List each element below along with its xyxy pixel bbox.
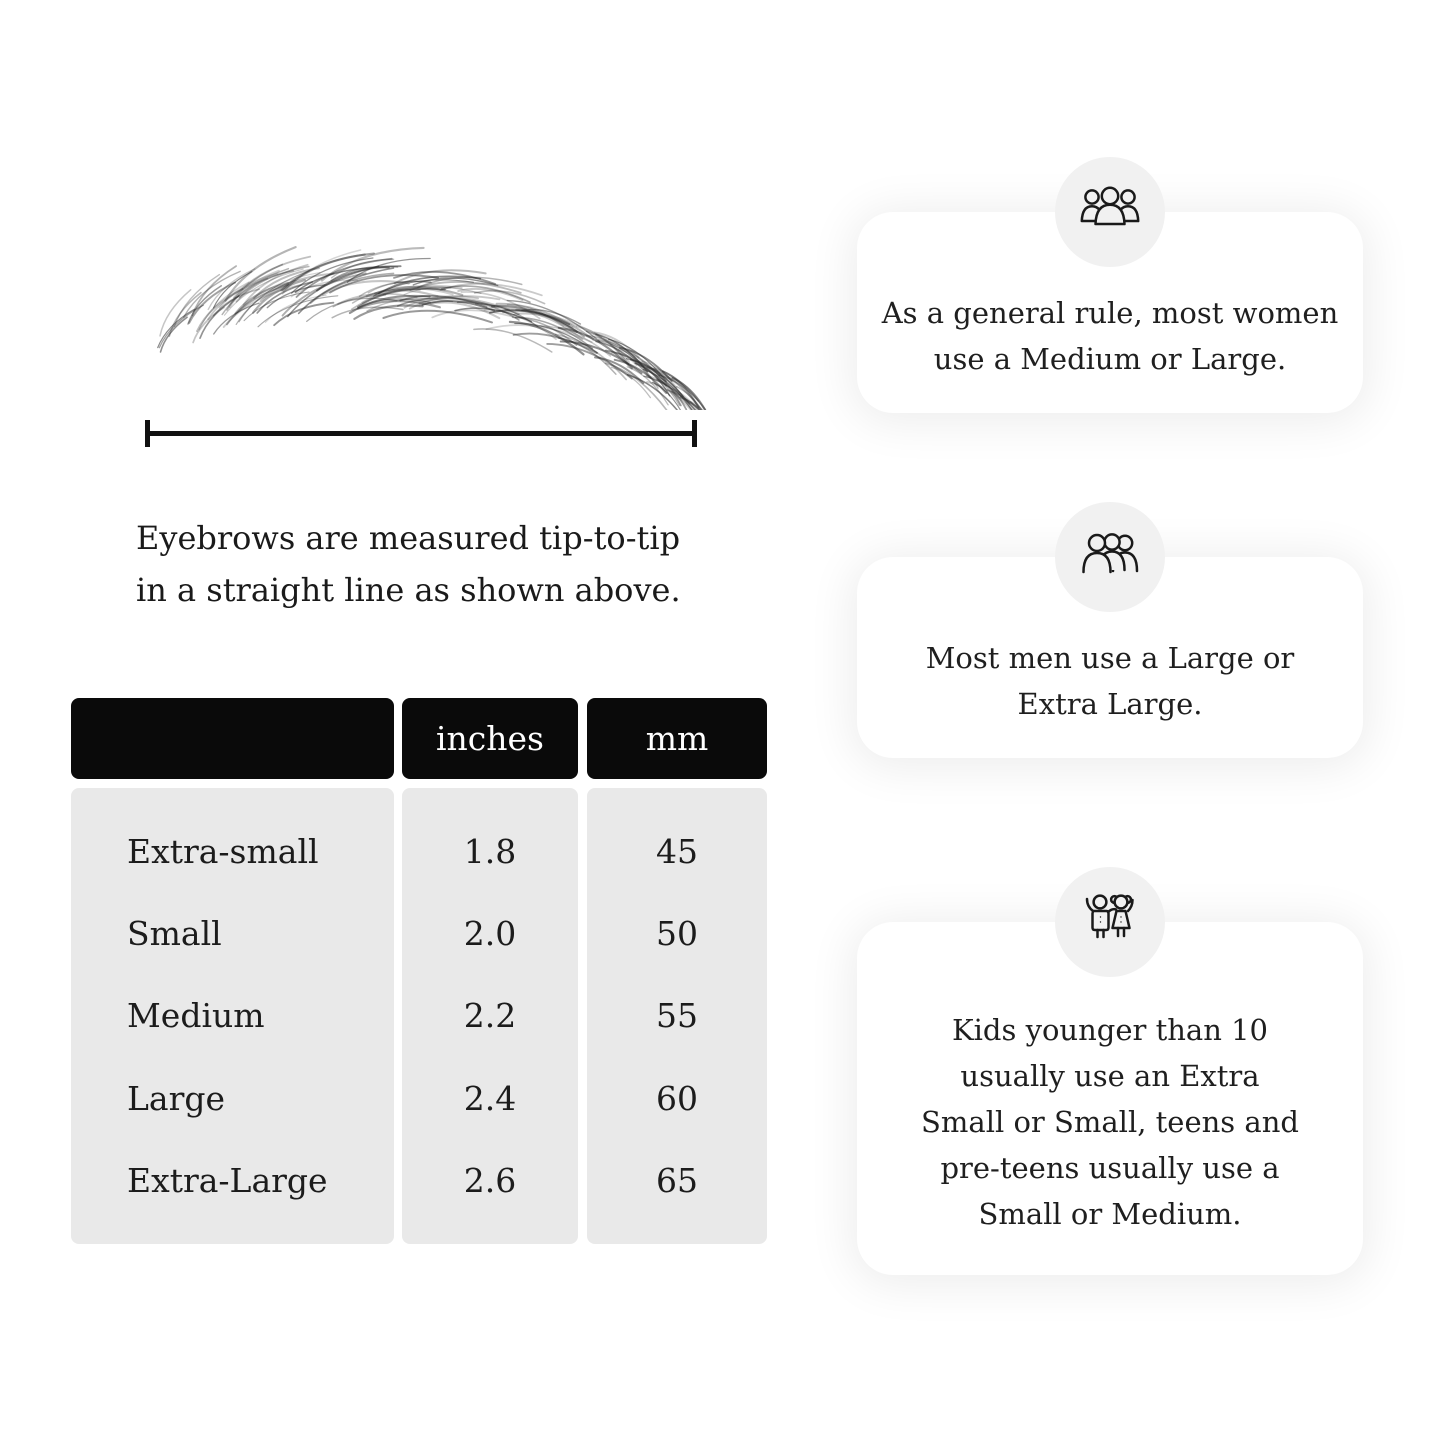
card-text-line: Most men use a Large or: [925, 640, 1295, 675]
table-cell: 2.0: [463, 914, 517, 954]
table-cell: 50: [656, 914, 698, 954]
icon-circle: [1055, 157, 1165, 267]
size-table-header: [71, 698, 767, 779]
kids-icon: [1078, 892, 1142, 952]
card-text-line: As a general rule, most women: [881, 295, 1339, 330]
card-text-line: Small or Small, teens and: [921, 1104, 1299, 1139]
inches-column: [402, 788, 578, 1244]
card-text-line: Extra Large.: [1017, 686, 1203, 721]
header-cell-inches: inches: [402, 698, 578, 779]
card-text: [921, 1007, 1299, 1237]
mm-column: [587, 788, 767, 1244]
table-cell: 45: [656, 831, 698, 871]
card-text: [926, 635, 1295, 727]
info-card-kids: [857, 922, 1363, 1275]
women-group-icon: [1078, 184, 1142, 240]
eyebrow-sketch-svg: [118, 238, 718, 410]
eyebrow-illustration: [118, 238, 718, 410]
card-text: [882, 290, 1339, 382]
table-cell: 55: [656, 996, 698, 1036]
table-cell: Medium: [127, 996, 265, 1036]
measurement-line: [147, 431, 697, 436]
info-card-women: [857, 212, 1363, 413]
table-cell: 2.6: [463, 1161, 517, 1201]
size-column: [71, 788, 394, 1244]
size-table-body: [71, 788, 767, 1244]
table-cell: Large: [127, 1078, 226, 1118]
card-text-line: usually use an Extra: [960, 1058, 1260, 1093]
card-text-line: use a Medium or Large.: [933, 341, 1287, 376]
info-card-men: [857, 557, 1363, 758]
table-cell: 2.2: [463, 996, 517, 1036]
table-cell: 1.8: [463, 831, 517, 871]
caption-line: in a straight line as shown above.: [136, 571, 681, 609]
caption-line: Eyebrows are measured tip-to-tip: [136, 519, 681, 557]
icon-circle: [1055, 867, 1165, 977]
header-cell-size: [71, 698, 394, 779]
size-table: [71, 698, 767, 1244]
header-cell-mm: mm: [587, 698, 767, 779]
table-cell: 60: [656, 1078, 698, 1118]
card-text-line: pre-teens usually use a: [940, 1150, 1280, 1185]
table-cell: Extra-small: [127, 831, 319, 871]
icon-circle: [1055, 502, 1165, 612]
table-cell: Extra-Large: [127, 1161, 328, 1201]
table-cell: 65: [656, 1161, 698, 1201]
measurement-caption: [136, 512, 681, 616]
men-group-icon: [1078, 529, 1142, 585]
measurement-line-right-tick: [692, 420, 697, 447]
card-text-line: Kids younger than 10: [951, 1012, 1269, 1047]
card-text-line: Small or Medium.: [978, 1196, 1242, 1231]
table-cell: 2.4: [463, 1078, 517, 1118]
table-cell: Small: [127, 914, 222, 954]
